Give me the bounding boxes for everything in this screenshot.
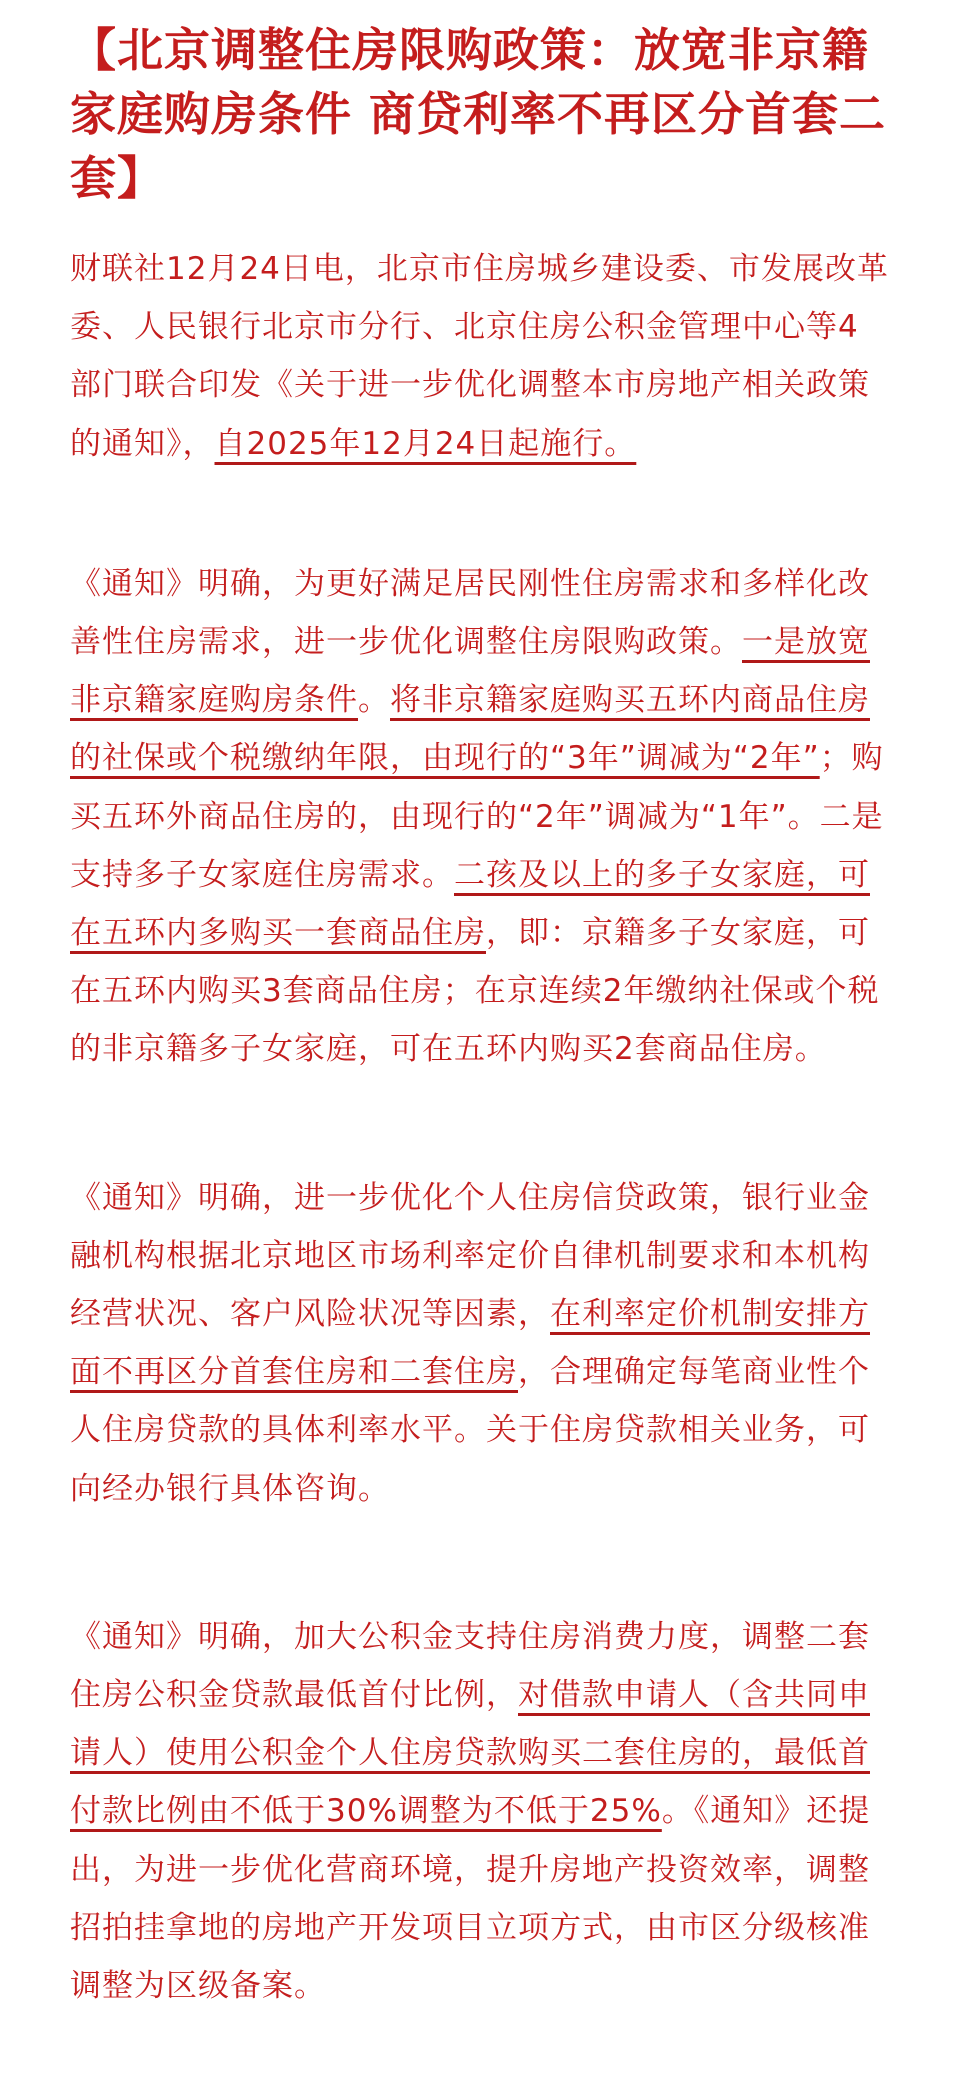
paragraph-purchase-policy: [70, 555, 890, 1079]
text-segment: 。: [358, 682, 390, 719]
highlight-interest-rate: 在利率定价机制安排方面不再区分首套住房和二套住房: [70, 1296, 870, 1391]
highlight-social-security-years: 将非京籍家庭购买五环内商品住房的社保或个税缴纳年限，由现行的“3年”调减为“2年”: [70, 682, 870, 777]
paragraph-provident-fund: [70, 1608, 890, 2015]
text-segment: ，即：京籍多子女家庭，可在五环内购买3套商品住房；在京连续2年缴纳社保或个税的非京籍多子女家庭，可在五环内购买2套商品住房。: [70, 915, 880, 1068]
text-segment: 。《通知》还提出，为进一步优化营商环境，提升房地产投资效率，调整招拍挂拿地的房地产开发项目立项方式，由市区分级核准调整为区级备案。: [70, 1793, 871, 2005]
highlight-effective-date: 自2025年12月24日起施行。: [214, 425, 637, 462]
article-title: 【北京调整住房限购政策：放宽非京籍家庭购房条件 商贷利率不再区分首套二套】: [70, 23, 887, 205]
text-segment: ，合理确定每笔商业性个人住房贷款的具体利率水平。关于住房贷款相关业务，可向经办银行具体咨询。: [70, 1354, 870, 1507]
article: [70, 18, 890, 2079]
paragraph-announcement: [70, 240, 890, 473]
highlight-relax-non-beijing: 一是放宽非京籍家庭购房条件: [70, 624, 870, 719]
text-segment: ；购买五环外商品住房的，由现行的“2年”调减为“1年”。二是支持多子女家庭住房需求。: [70, 740, 884, 893]
text-segment: 《通知》明确，为更好满足居民刚性住房需求和多样化改善性住房需求，进一步优化调整住房限购政策。: [70, 565, 870, 661]
highlight-down-payment: 对借款申请人（含共同申请人）使用公积金个人住房贷款购买二套住房的，最低首付款比例由不低于30%调整为不低于25%: [70, 1677, 870, 1830]
text-segment: 《通知》明确，进一步优化个人住房信贷政策，银行业金融机构根据北京地区市场利率定价自律机制要求和本机构经营状况、客户风险状况等因素，: [70, 1179, 870, 1333]
highlight-multi-child-families: 二孩及以上的多子女家庭，可在五环内多购买一套商品住房: [70, 856, 870, 952]
text-segment: 《通知》明确，加大公积金支持住房消费力度，调整二套住房公积金贷款最低首付比例，: [70, 1618, 870, 1714]
text-segment: 财联社12月24日电，北京市住房城乡建设委、市发展改革委、人民银行北京市分行、北京住房公积金管理中心等4部门联合印发《关于进一步优化调整本市房地产相关政策的通知》，: [70, 251, 889, 462]
paragraph-credit-policy: [70, 1169, 890, 1518]
